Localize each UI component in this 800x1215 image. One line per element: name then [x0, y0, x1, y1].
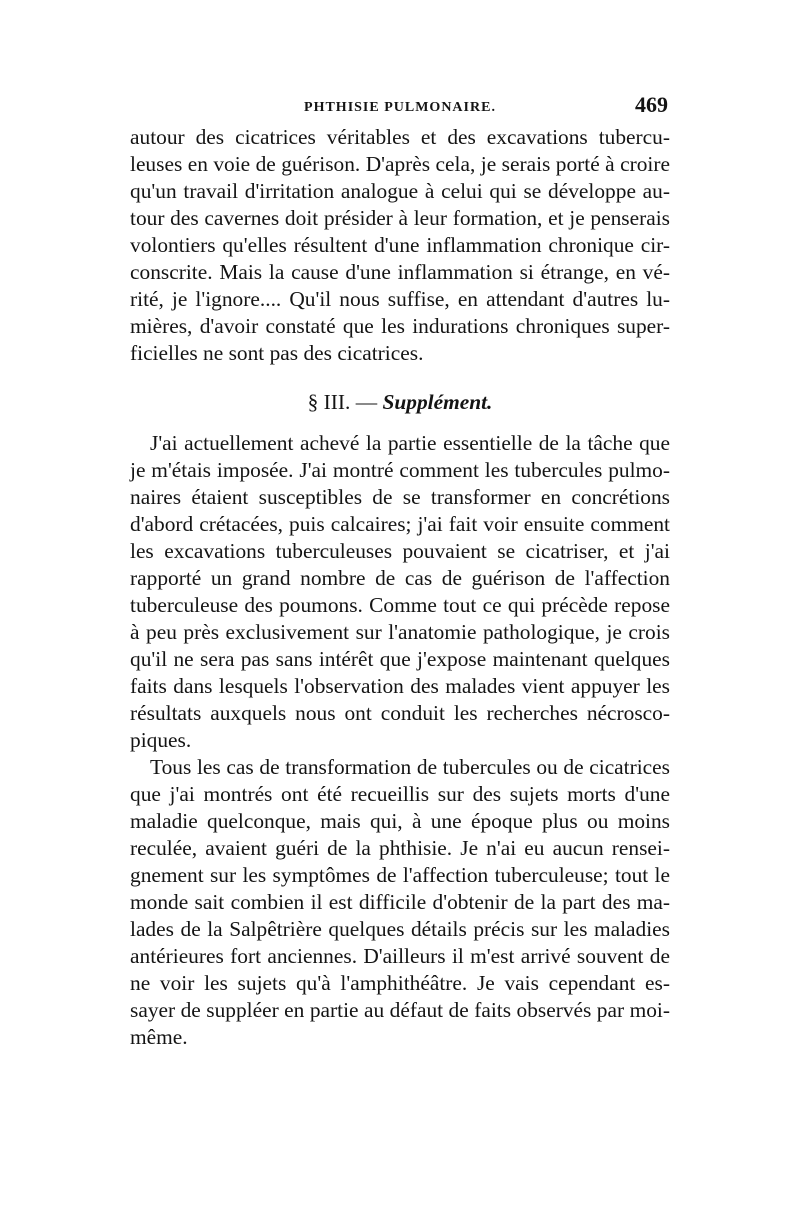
text-line: ne voir les sujets qu'à l'amphithéâtre. Je vais cependant es-: [130, 971, 670, 995]
text-line: je m'étais imposée. J'ai montré comment les tubercules pulmo-: [130, 458, 670, 482]
section-heading: [130, 389, 670, 416]
text-line: sayer de suppléer en partie au défaut de faits observés par moi-: [130, 998, 670, 1022]
text-line: volontiers qu'elles résultent d'une inflammation chronique cir-: [130, 233, 670, 257]
text-line: monde sait combien il est difficile d'obtenir de la part des ma-: [130, 890, 670, 914]
running-head: [130, 92, 670, 122]
text-line: résultats auxquels nous ont conduit les recherches nécrosco-: [130, 701, 670, 725]
paragraph-3: [130, 754, 670, 1051]
section-number: § III. —: [307, 390, 378, 414]
text-line: ficielles ne sont pas des cicatrices.: [130, 341, 424, 365]
text-line: tour des cavernes doit présider à leur formation, et je penserais: [130, 206, 670, 230]
text-line: les excavations tuberculeuses pouvaient se cicatriser, et j'ai: [130, 539, 670, 563]
running-title: PHTHISIE PULMONAIRE.: [304, 100, 496, 115]
text-line: maladie quelconque, mais qui, à une époque plus ou moins: [130, 809, 670, 833]
text-line: rité, je l'ignore.... Qu'il nous suffise, en attendant d'autres lu-: [130, 287, 670, 311]
text-line: que j'ai montrés ont été recueillis sur des sujets morts d'une: [130, 782, 670, 806]
section-title: Supplément.: [382, 390, 493, 414]
text-line: piques.: [130, 728, 192, 752]
text-line: J'ai actuellement achevé la partie essentielle de la tâche que: [150, 431, 670, 455]
text-line: gnement sur les symptômes de l'affection tuberculeuse; tout le: [130, 863, 670, 887]
text-line: qu'un travail d'irritation analogue à celui qui se développe au-: [130, 179, 670, 203]
text-line: antérieures fort anciennes. D'ailleurs il m'est arrivé souvent de: [130, 944, 670, 968]
page-number: 469: [635, 92, 668, 117]
text-line: lades de la Salpêtrière quelques détails précis sur les maladies: [130, 917, 670, 941]
text-line: qu'il ne sera pas sans intérêt que j'expose maintenant quelques: [130, 647, 670, 671]
text-line: Tous les cas de transformation de tubercules ou de cicatrices: [150, 755, 670, 779]
paragraph-1: [130, 124, 670, 367]
text-line: leuses en voie de guérison. D'après cela, je serais porté à croire: [130, 152, 670, 176]
text-line: d'abord crétacées, puis calcaires; j'ai fait voir ensuite comment: [130, 512, 670, 536]
text-line: rapporté un grand nombre de cas de guérison de l'affection: [130, 566, 670, 590]
text-line: faits dans lesquels l'observation des malades vient appuyer les: [130, 674, 670, 698]
text-line: tuberculeuse des poumons. Comme tout ce qui précède repose: [130, 593, 670, 617]
book-page: [130, 92, 670, 1051]
text-line: mières, d'avoir constaté que les indurations chroniques super-: [130, 314, 670, 338]
paragraph-2: [130, 430, 670, 754]
text-line: autour des cicatrices véritables et des excavations tubercu-: [130, 125, 670, 149]
text-line: naires étaient susceptibles de se transformer en concrétions: [130, 485, 670, 509]
text-line: conscrite. Mais la cause d'une inflammation si étrange, en vé-: [130, 260, 670, 284]
text-line: même.: [130, 1025, 188, 1049]
text-line: reculée, avaient guéri de la phthisie. Je n'ai eu aucun rensei-: [130, 836, 670, 860]
text-line: à peu près exclusivement sur l'anatomie pathologique, je crois: [130, 620, 670, 644]
